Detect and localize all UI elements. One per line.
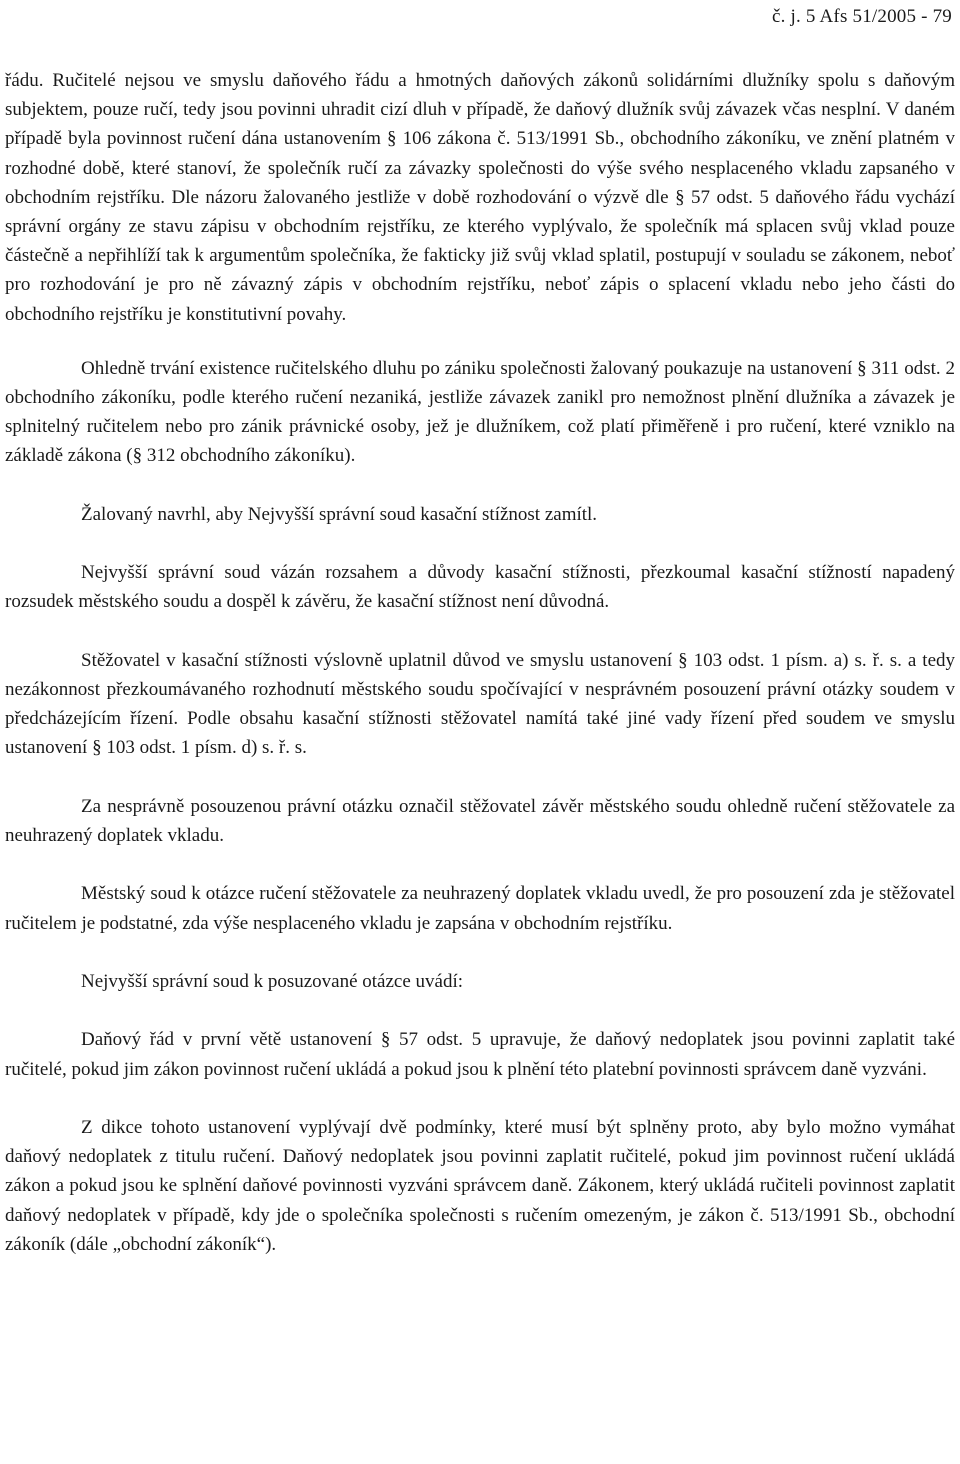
paragraph-court-review: Nejvyšší správní soud vázán rozsahem a důvody kasační stížnosti, přezkoumal kasační stížností napadený rozsudek městského soudu a dospěl k závěru, že kasační stížnost není důvodná. (5, 562, 955, 613)
paragraph-defendant-proposal: Žalovaný navrhl, aby Nejvyšší správní soud kasační stížnost zamítl. (81, 503, 598, 525)
paragraph-legal-question: Za nesprávně posouzenou právní otázku označil stěžovatel závěr městského soudu ohledně ručení stěžovatele za neuhrazený doplatek vkladu. (5, 795, 955, 847)
paragraph-defendant-argument: Ohledně trvání existence ručitelského dluhu po zániku společnosti žalovaný poukazuje na ustanovení § 311 odst. 2 obchodního zákoníku, podle kterého ručení nezaniká, jestliže závazek zanikl pro nemožnost plnění dlužníka a závazek je splnitelný ručitelem nebo pro zánik právnické osoby, jež je dlužníkem, což platí přiměřeně i pro ručení, které vzniklo na základě zákona (§ 312 obchodního zákoníku). (5, 357, 955, 467)
paragraph-court-states: Nejvyšší správní soud k posuzované otázce uvádí: (81, 971, 464, 992)
paragraph-tax-code: Daňový řád v první větě ustanovení § 57 odst. 5 upravuje, že daňový nedoplatek jsou povinni zaplatit také ručitelé, pokud jim zákon povinnost ručení ukládá a pokud jsou k plnění této platební povinnosti správcem daně vyzváni. (5, 1029, 955, 1080)
paragraph-continuation: řádu. Ručitelé nejsou ve smyslu daňového řádu a hmotných daňových zákonů solidárními dlužníky spolu s daňovým subjektem, pouze ručí, tedy jsou povinni uhradit cizí dluh v případě, že daňový dlužník svůj závazek včas nesplní. V daném případě byla povinnost ručení dána ustanovením § 106 zákona č. 513/1991 Sb., obchodního zákoníku, ve znění platném v rozhodné době, které stanoví, že společník ručí za závazky společnosti do výše svého nesplaceného vkladu zapsaného v obchodním rejstříku. Dle názoru žalovaného jestliže v době rozhodování o výzvě dle § 57 odst. 5 daňového řádu vychází správní orgány ze stavu zápisu v obchodním rejstříku, ze kterého vyplývalo, že společník má splacen svůj vklad pouze částečně a nepřihlíží tak k argumentům společníka, že fakticky již svůj vklad splatil, postupují v souladu se zákonem, neboť pro rozhodování je pro ně závazný zápis v obchodním rejstříku, neboť zápis o splacení vkladu nebo jeho části do obchodního rejstříku je konstitutivní povahy. (5, 70, 955, 325)
paragraph-municipal-court: Městský soud k otázce ručení stěžovatele za neuhrazený doplatek vkladu uvedl, že pro posouzení zda je stěžovatel ručitelem je podstatné, zda výše nesplaceného vkladu je zapsána v obchodním rejstříku. (5, 883, 955, 934)
document-body (5, 66, 955, 1288)
case-reference: č. j. 5 Afs 51/2005 - 79 (771, 6, 952, 27)
paragraph-conditions: Z dikce tohoto ustanovení vyplývají dvě podmínky, které musí být splněny proto, aby bylo možno vymáhat daňový nedoplatek z titulu ručení. Daňový nedoplatek jsou povinni zaplatit ručitelé, pokud jim povinnost ručení ukládá zákon a pokud jsou ke splnění daňové povinnosti vyzváni správcem daně. Zákonem, který ukládá ručiteli povinnost zaplatit daňový nedoplatek v případě, kdy jde o společníka společnosti s ručením omezeným, je zákon č. 513/1991 Sb., obchodní zákoník (dále „obchodní zákoník“). (5, 1116, 955, 1255)
paragraph-complainant-grounds: Stěžovatel v kasační stížnosti výslovně uplatnil důvod ve smyslu ustanovení § 103 odst. 1 písm. a) s. ř. s. a tedy nezákonnost přezkoumávaného rozhodnutí městského soudu spočívající v nesprávném posouzení právní otázky soudem v předcházejícím řízení. Podle obsahu kasační stížnosti stěžovatel namítá také jiné vady řízení před soudem ve smyslu ustanovení § 103 odst. 1 písm. d) s. ř. s. (5, 649, 955, 759)
